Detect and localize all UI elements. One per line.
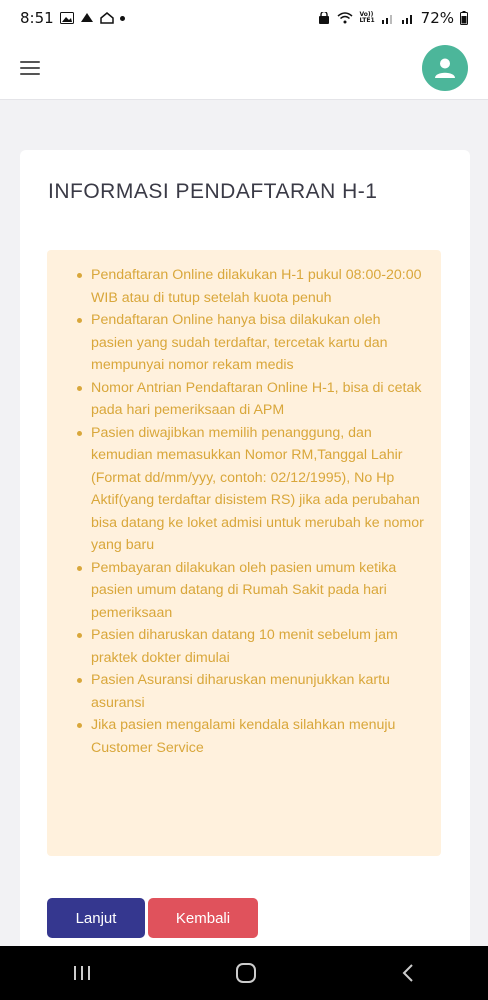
main-content <box>0 100 488 946</box>
info-card <box>20 150 470 970</box>
system-nav-bar <box>0 946 488 1000</box>
notice-item: Nomor Antrian Pendaftaran Online H-1, bisa di cetak pada hari pemeriksaan di APM <box>91 377 425 422</box>
notice-item: Pendaftaran Online hanya bisa dilakukan oleh pasien yang sudah terdaftar, tercetak kartu dan mempunyai nomor rekam medis <box>91 309 425 377</box>
back-nav-icon[interactable] <box>400 963 416 983</box>
status-bar <box>0 0 488 36</box>
home-icon[interactable] <box>235 962 257 984</box>
notice-item: Jika pasien mengalami kendala silahkan menuju Customer Service <box>91 714 425 759</box>
menu-icon[interactable] <box>20 61 40 75</box>
page-title: INFORMASI PENDAFTARAN H-1 <box>48 180 378 203</box>
lock-icon <box>317 12 331 24</box>
notice-item: Pasien Asuransi diharuskan menunjukkan kartu asuransi <box>91 669 425 714</box>
home-notification-icon <box>100 12 114 24</box>
battery-icon <box>460 11 468 25</box>
avatar[interactable] <box>422 45 468 91</box>
status-time: 8:51 <box>20 9 54 27</box>
notice-item: Pasien diwajibkan memilih penanggung, dan kemudian memasukkan Nomor RM,Tanggal Lahir (Format dd/mm/yyy, contoh: 02/12/1995), No Hp Aktif(yang terdaftar disistem RS) jika ada perubahan bisa datang ke loket admisi untuk merubah ke nomor yang baru <box>91 422 425 557</box>
notice-item: Pendaftaran Online dilakukan H-1 pukul 08:00-20:00 WIB atau di tutup setelah kuota penuh <box>91 264 425 309</box>
wifi-icon <box>337 12 353 24</box>
notice-list <box>91 264 425 759</box>
back-button[interactable]: Kembali <box>148 898 258 938</box>
app-bar <box>0 36 488 100</box>
more-notifications-icon <box>120 16 125 21</box>
notice-item: Pasien diharuskan datang 10 menit sebelum jam praktek dokter dimulai <box>91 624 425 669</box>
signal-icon <box>381 12 395 24</box>
notice-item: Pembayaran dilakukan oleh pasien umum ketika pasien umum datang di Rumah Sakit pada hari pemeriksaan <box>91 557 425 625</box>
signal-icon-2 <box>401 12 415 24</box>
user-icon <box>433 56 457 80</box>
app-notification-icon <box>80 12 94 24</box>
battery-percent: 72% <box>420 9 454 27</box>
recent-apps-icon[interactable] <box>72 964 92 982</box>
gallery-icon <box>60 12 74 24</box>
next-button[interactable]: Lanjut <box>47 898 145 938</box>
notice-box <box>47 250 441 856</box>
network-type-label: Vo)) LTE1 <box>359 11 375 24</box>
